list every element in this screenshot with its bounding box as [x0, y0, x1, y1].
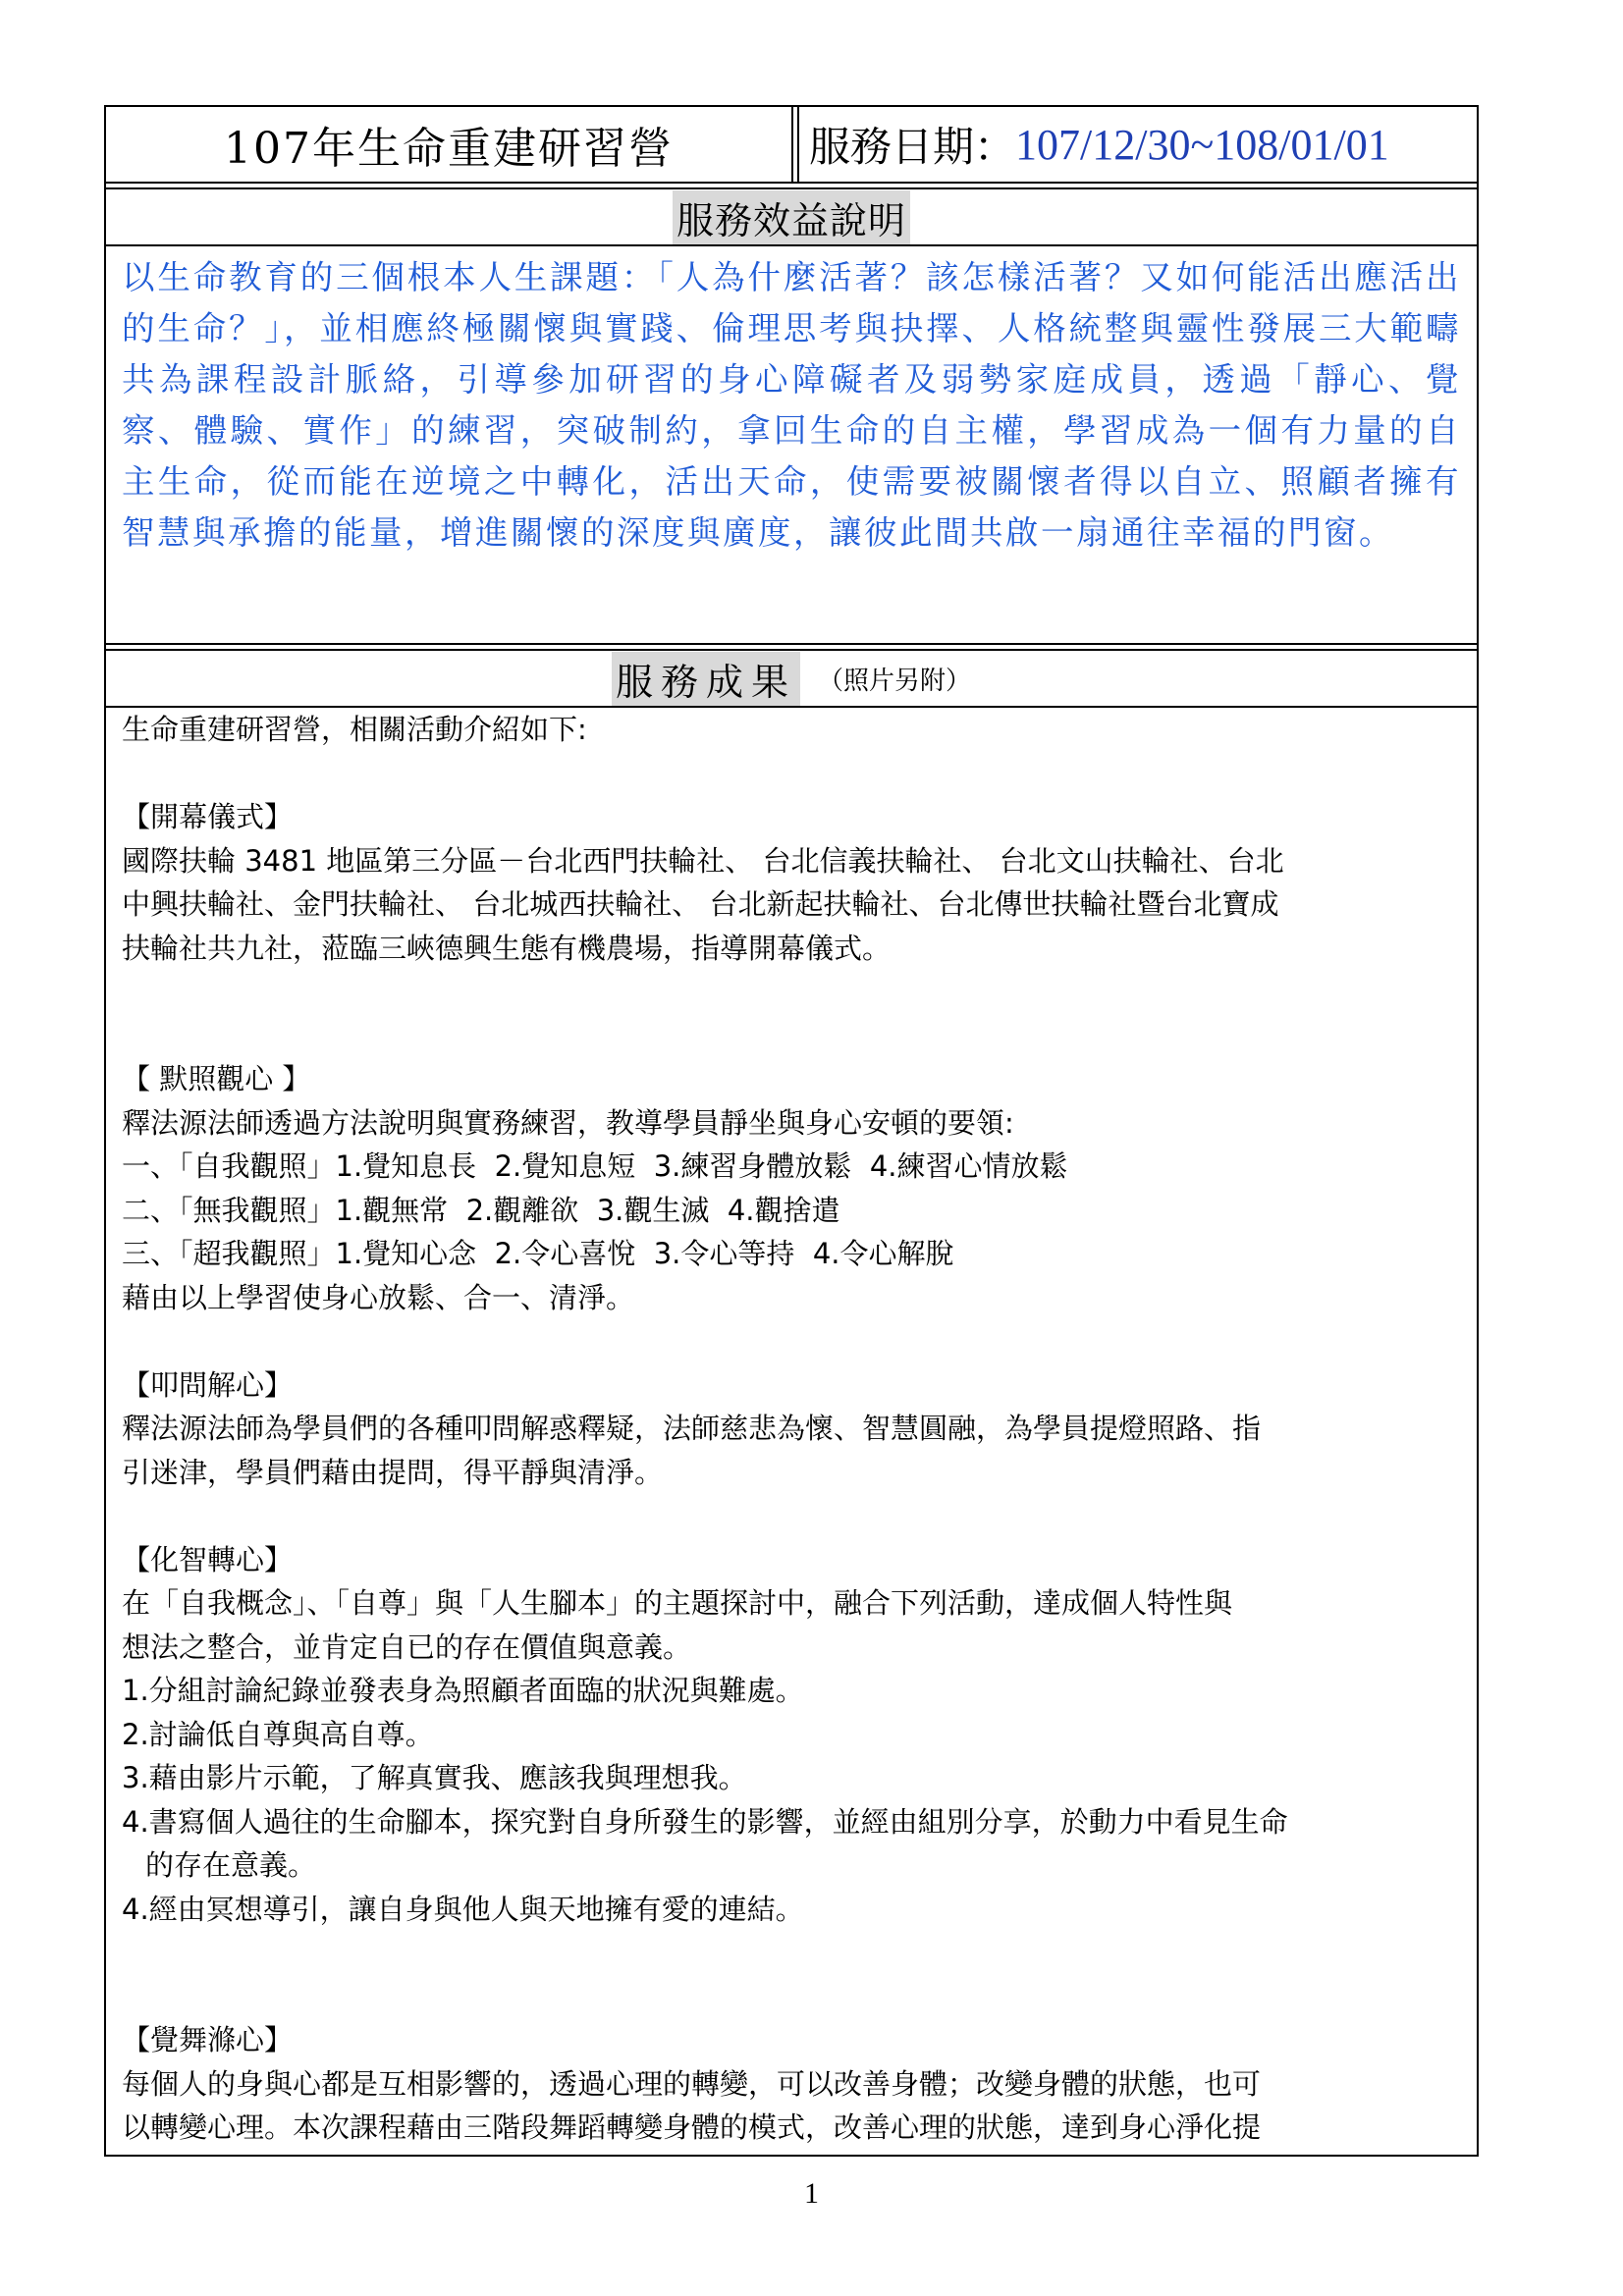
- service-date: [797, 107, 1477, 182]
- wisdom-line: 4.經由冥想導引，讓自身與他人與天地擁有愛的連結。: [122, 1892, 804, 1926]
- meditation-line: 三、「超我觀照」1.覺知心念 2.令心喜悅 3.令心等持 4.令心解脫: [122, 1237, 954, 1270]
- inquiry-title: 【叩問解心】: [122, 1367, 294, 1402]
- wisdom-line: 3.藉由影片示範，了解真實我、應該我與理想我。: [122, 1761, 747, 1794]
- service-date-value: 107/12/30~108/01/01: [1015, 120, 1389, 169]
- wisdom-line: 1.分組討論紀錄並發表身為照顧者面臨的狀況與難處。: [122, 1674, 804, 1707]
- benefit-heading-row: [106, 189, 1477, 246]
- dance-line: 以轉變心理。本次課程藉由三階段舞蹈轉變身體的模式，改善心理的狀態，達到身心淨化提: [122, 2110, 1262, 2144]
- meditation-line: 釋法源法師透過方法說明與實務練習，教導學員靜坐與身心安頓的要領:: [122, 1105, 1014, 1140]
- dance-line: [122, 2150, 1461, 2158]
- benefit-text: 以生命教育的三個根本人生課題：「人為什麼活著？該怎樣活著？又如何能活出應活出的生命？」，並相應終極關懷與實踐、倫理思考與抉擇、人格統整與靈性發展三大範疇共為課程設計脈絡，引導參加研習的身心障礙者及弱勢家庭成員，透過「靜心、覺察、體驗、實作」的練習，突破制約，拿回生命的自主權，學習成為一個有力量的自主生命，從而能在逆境之中轉化，活出天命，使需要被關懷者得以自立、照顧者擁有智慧與承擔的能量，增進關懷的深度與廣度，讓彼此間共啟一扇通往幸福的門窗。: [106, 246, 1477, 645]
- meditation-line: 一、「自我觀照」1.覺知息長 2.覺知息短 3.練習身體放鬆 4.練習心情放鬆: [122, 1149, 1068, 1183]
- wisdom-line: 想法之整合，並肯定自已的存在價值與意義。: [122, 1629, 692, 1664]
- wisdom-title: 【化智轉心】: [122, 1542, 294, 1576]
- inquiry-line: 引迷津，學員們藉由提問，得平靜與清淨。: [122, 1455, 664, 1489]
- inquiry-line: 釋法源法師為學員們的各種叩問解惑釋疑，法師慈悲為懷、智慧圓融，為學員提燈照路、指: [122, 1412, 1262, 1445]
- service-date-label: 服務日期：: [809, 123, 1016, 171]
- header-row: [106, 107, 1477, 184]
- opening-line: 國際扶輪 3481 地區第三分區－台北西門扶輪社、 台北信義扶輪社、 台北文山扶輪社、台北: [122, 843, 1284, 878]
- meditation-title: 【 默照觀心 】: [122, 1062, 311, 1095]
- wisdom-line: 2.討論低自尊與高自尊。: [122, 1717, 434, 1751]
- meditation-line: 二、「無我觀照」1.觀無常 2.觀離欲 3.觀生滅 4.觀捨遣: [122, 1193, 840, 1227]
- results-body: [106, 708, 1477, 2157]
- wisdom-line: 在「自我概念」、「自尊」與「人生腳本」的主題探討中，融合下列活動，達成個人特性與: [122, 1586, 1233, 1620]
- wisdom-line: 4.書寫個人過往的生命腳本，探究對自身所發生的影響，並經由組別分享，於動力中看見生命: [122, 1804, 1288, 1839]
- results-note: （照片另附）: [818, 666, 972, 696]
- results-intro: 生命重建研習營，相關活動介紹如下:: [122, 713, 587, 746]
- dance-line: 每個人的身與心都是互相影響的，透過心理的轉變，可以改善身體；改變身體的狀態，也可: [122, 2066, 1262, 2101]
- wisdom-line: 的存在意義。: [145, 1848, 317, 1882]
- benefit-heading: 服務效益說明: [673, 190, 910, 244]
- event-title: 107年生命重建研習營: [106, 107, 793, 182]
- results-heading: 服務成果: [612, 652, 800, 706]
- opening-title: 【開幕儀式】: [122, 800, 294, 833]
- opening-line: 中興扶輪社、金門扶輪社、 台北城西扶輪社、 台北新起扶輪社、台北傳世扶輪社暨台北寶成: [122, 887, 1279, 921]
- opening-line: 扶輪社共九社，蒞臨三峽德興生態有機農場，指導開幕儀式。: [122, 931, 892, 965]
- dance-title: 【覺舞滌心】: [122, 2023, 294, 2056]
- results-heading-row: [106, 651, 1477, 708]
- meditation-line: 藉由以上學習使身心放鬆、合一、清淨。: [122, 1280, 635, 1314]
- page-number: 1: [804, 2177, 819, 2210]
- service-report-form: [104, 105, 1479, 2157]
